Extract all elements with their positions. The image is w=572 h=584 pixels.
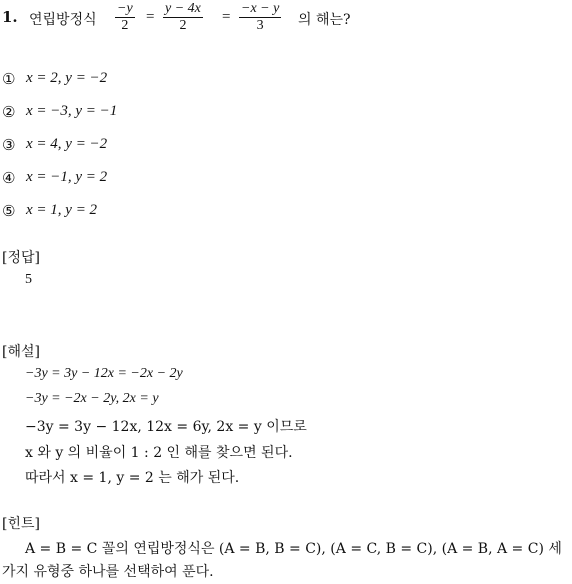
fraction-2 <box>163 1 203 34</box>
choice-3-text[interactable]: x = 4, y = −2 <box>26 136 108 152</box>
fraction-1-denominator: 2 <box>121 18 129 33</box>
choice-4-mark[interactable]: ④ <box>2 169 16 187</box>
explanation-label: [해설] <box>2 344 40 360</box>
choice-4-text[interactable]: x = −1, y = 2 <box>26 169 108 185</box>
explanation-line-3: −3y = 3y − 12x, 12x = 6y, 2x = y 이므로 <box>25 419 307 435</box>
fraction-1-numerator: −y <box>117 1 133 16</box>
choice-2-text[interactable]: x = −3, y = −1 <box>26 103 118 119</box>
fraction-3-numerator: −x − y <box>241 1 280 16</box>
question-suffix: 의 해는? <box>298 12 351 28</box>
question-number: 1. <box>2 8 18 26</box>
equals-sign-1: = <box>146 9 155 25</box>
choice-5-mark[interactable]: ⑤ <box>2 202 16 220</box>
fraction-2-denominator: 2 <box>179 18 187 33</box>
fraction-2-numerator: y − 4x <box>165 1 201 16</box>
answer-label: [정답] <box>2 250 40 266</box>
hint-text: A = B = C 꼴의 연립방정식은 (A = B, B = C), (A = C, B = C), (A = B, A = C) 세 가지 유형중 하나를 선택하여 푼다. <box>2 541 562 580</box>
explanation-line-1: −3y = 3y − 12x = −2x − 2y <box>25 366 183 381</box>
equals-sign-2: = <box>222 9 231 25</box>
choice-3-mark[interactable]: ③ <box>2 136 16 154</box>
choice-5-text[interactable]: x = 1, y = 2 <box>26 202 98 218</box>
fraction-3 <box>239 1 281 34</box>
choice-1-mark[interactable]: ① <box>2 70 16 88</box>
explanation-line-4: x 와 y 의 비율이 1 : 2 인 해를 찾으면 된다. <box>25 445 293 461</box>
hint-label: [힌트] <box>2 516 40 532</box>
choice-2-mark[interactable]: ② <box>2 103 16 121</box>
explanation-line-5: 따라서 x = 1, y = 2 는 해가 된다. <box>25 470 240 486</box>
question-prefix: 연립방정식 <box>29 12 97 28</box>
fraction-1 <box>115 1 135 34</box>
answer-value: 5 <box>25 272 32 287</box>
choice-1-text[interactable]: x = 2, y = −2 <box>26 70 108 86</box>
fraction-3-denominator: 3 <box>256 18 264 33</box>
explanation-line-2: −3y = −2x − 2y, 2x = y <box>25 391 159 406</box>
